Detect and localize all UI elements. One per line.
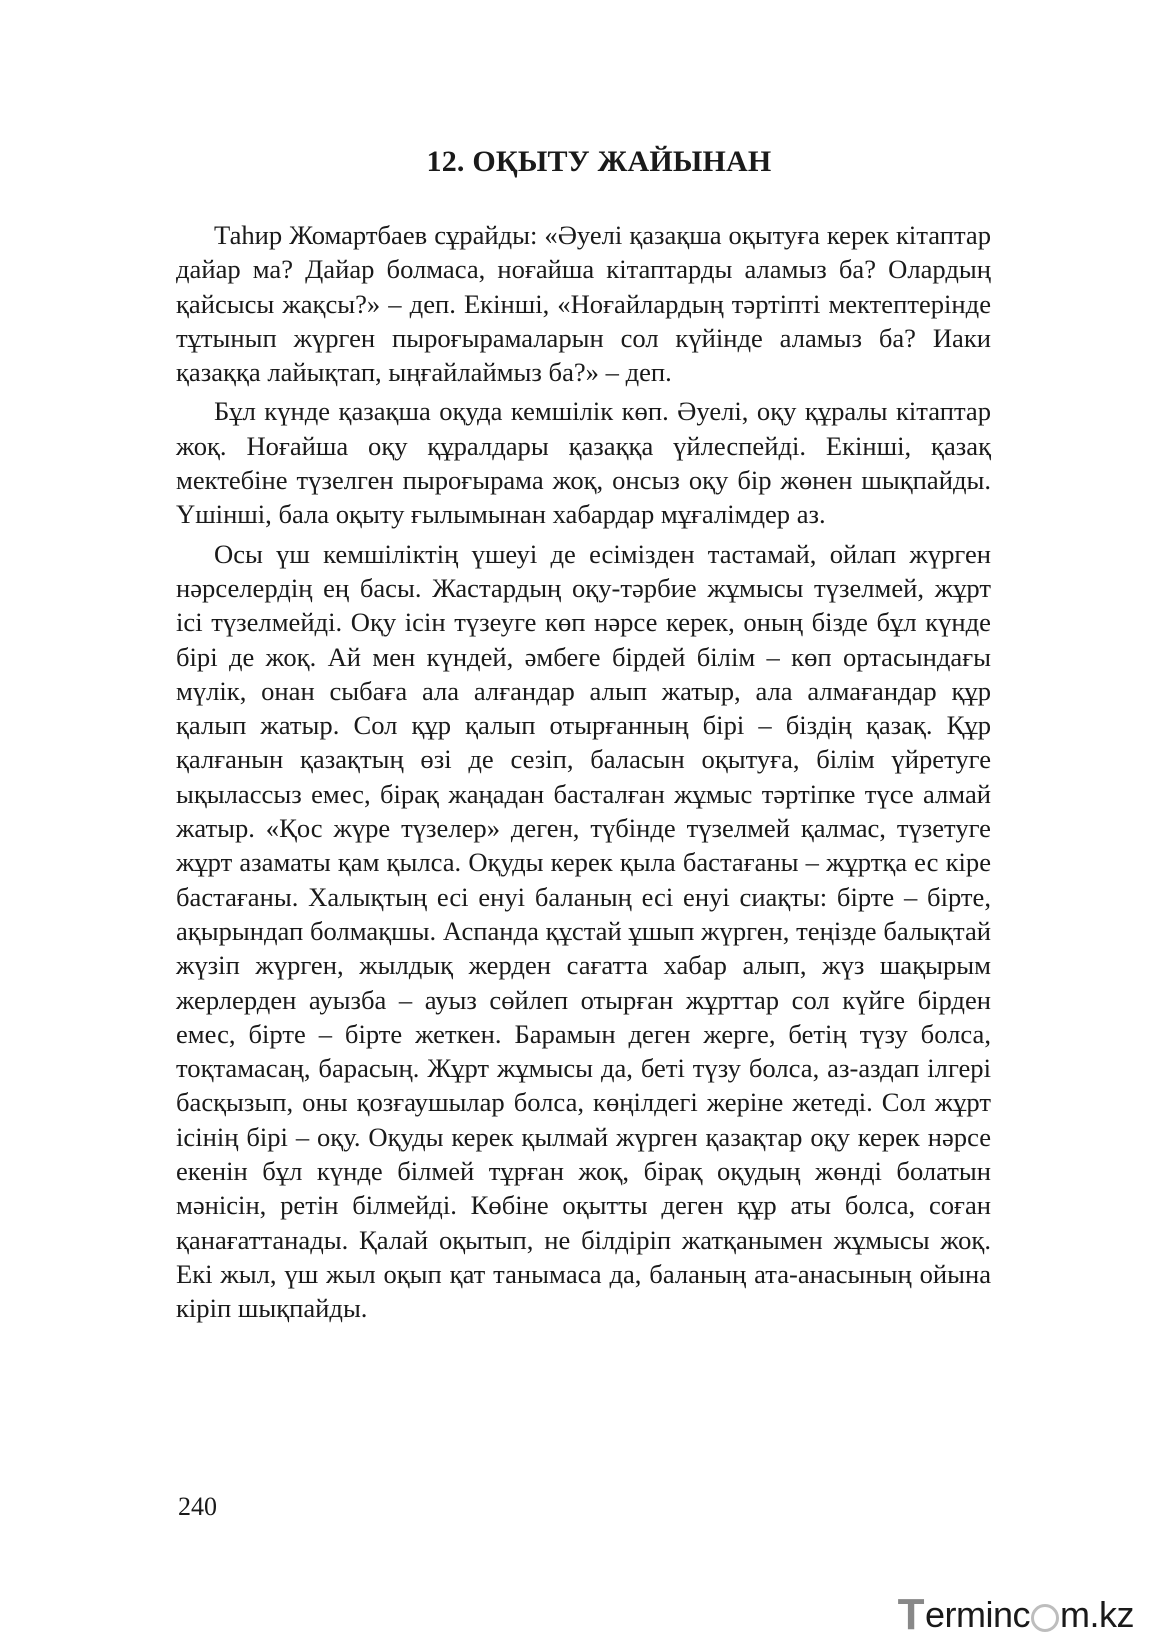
paragraph: Осы үш кемшіліктің үшеуі де есімізден тастамай, ойлап жүрген нәрселердің ең басы. Жастардың оқу-тәрбие жұмысы түзелмей, жұрт ісі түзелмейді. Оқу ісін түзеуге көп нәрсе керек, оның бізде бұл күнде бірі де жоқ. Ай мен күндей, әмбеге бірдей білім – көп ортасындағы мүлік, онан сыбаға ала алғандар алып жатыр, ала алмағандар құр қалып жатыр. Сол құр қалып отырғанның бірі – біздің қазақ. Құр қалғанын қазақтың өзі де сезіп, баласын оқытуға, білім үйретуге ықылассыз емес, бірақ жаңадан басталған жұмыс тәртіпке түсе алмай жатыр. «Қос жүре түзелер» деген, түбінде түзелмей қалмас, түзетуге жұрт азаматы қам қылса. Оқуды керек қыла бастағаны – жұртқа ес кіре бастағаны. Халықтың есі енуі баланың есі енуі сиақты: бірте – бірте, ақырындап болмақшы. Аспанда құстай ұшып жүрген, теңізде балықтай жүзіп жүрген, жылдық жерден сағатта хабар алып, жүз шақырым жерлерден ауызба – ауыз сөйлеп отырған жұрттар сол күйге бірден емес, бірте – бірте жеткен. Барамын деген жерге, бетің түзу болса, тоқтамасаң, барасың. Жұрт жұмысы да, беті түзу болса, аз-аздап ілгері басқызып, оны қозғаушылар болса, көңілдегі жеріне жетеді. Сол жұрт ісінің бірі – оқу. Оқуды керек қылмай жүрген қазақтар оқу керек нәрсе екенін бұл күнде білмей тұрған жоқ, бірақ оқудың жөнді болатын мәнісін, ретін білмейді. Көбіне оқытты деген құр аты болса, соған қанағаттанады. Қалай оқытып, не білдіріп жатқанымен жұмысы жоқ. Екі жыл, үш жыл оқып қат танымaса да, баланың ата-анасының ойына кіріп шықпайды.	[176, 538, 991, 1324]
termincom-watermark	[898, 1590, 1134, 1640]
watermark-text-part2: m.kz	[1060, 1594, 1134, 1635]
watermark-text-part1: erminc	[924, 1594, 1030, 1635]
watermark-ring-icon	[1031, 1604, 1059, 1632]
page-title: 12. ОҚЫТУ ЖАЙЫНАН	[426, 145, 772, 178]
body-text	[176, 218, 991, 1331]
watermark-t-letter: T	[897, 1590, 924, 1639]
paragraph: Таһир Жомартбаев сұрайды: «Әуелі қазақша оқытуға керек кітаптар дайар ма? Дайар болмаса, ноғайша кітаптарды аламыз ба? Олардың қайсысы жақсы?» – деп. Екінші, «Ноғайлардың тәртіпті мектептерінде тұтынып жүрген пыроғырамаларын сол күйінде аламыз ба? Иаки қазаққа лайықтап, ыңғайлаймыз ба?» – деп.	[176, 220, 991, 388]
paragraph: Бұл күнде қазақша оқуда кемшілік көп. Әуелі, оқу құралы кітаптар жоқ. Ноғайша оқу құралдары қазаққа үйлеспейді. Екінші, қазақ мектебіне түзелген пыроғырама жоқ, онсыз оқу бір жөнен шықпайды. Үшінші, бала оқыту ғылымынан хабардар мұғалімдер аз.	[176, 396, 991, 530]
page-number: 240	[178, 1492, 217, 1521]
